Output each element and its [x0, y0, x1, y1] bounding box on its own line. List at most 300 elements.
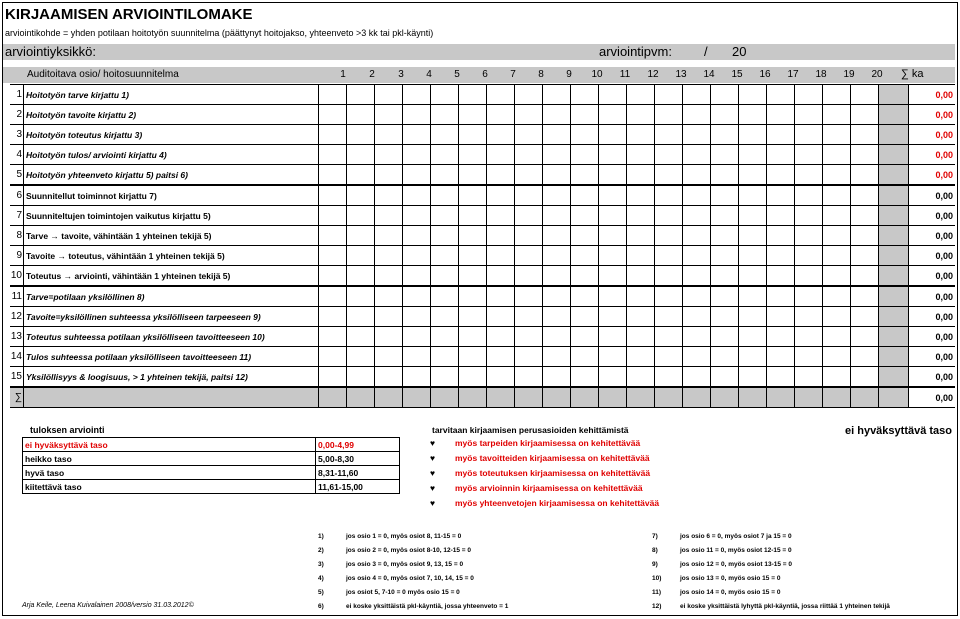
score-cell[interactable] [403, 266, 431, 287]
score-cell[interactable] [431, 105, 459, 125]
score-cell[interactable] [571, 85, 599, 105]
score-cell[interactable] [487, 327, 515, 347]
score-cell[interactable] [571, 185, 599, 206]
score-cell[interactable] [319, 327, 347, 347]
score-cell[interactable] [823, 145, 851, 165]
score-cell[interactable] [655, 286, 683, 307]
score-cell[interactable] [823, 266, 851, 287]
score-cell[interactable] [375, 246, 403, 266]
score-cell[interactable] [795, 165, 823, 186]
score-cell[interactable] [403, 307, 431, 327]
score-cell[interactable] [711, 85, 739, 105]
score-cell[interactable] [599, 347, 627, 367]
score-cell[interactable] [543, 327, 571, 347]
score-cell[interactable] [347, 286, 375, 307]
score-cell[interactable] [767, 206, 795, 226]
score-cell[interactable] [543, 367, 571, 388]
score-cell[interactable] [515, 266, 543, 287]
score-cell[interactable] [655, 367, 683, 388]
score-cell[interactable] [347, 307, 375, 327]
score-cell[interactable] [403, 185, 431, 206]
score-cell[interactable] [739, 327, 767, 347]
score-cell[interactable] [543, 246, 571, 266]
score-cell[interactable] [823, 165, 851, 186]
score-cell[interactable] [655, 327, 683, 347]
score-cell[interactable] [627, 226, 655, 246]
score-cell[interactable] [739, 105, 767, 125]
score-cell[interactable] [851, 367, 879, 388]
score-cell[interactable] [851, 145, 879, 165]
score-cell[interactable] [711, 246, 739, 266]
score-cell[interactable] [655, 206, 683, 226]
score-cell[interactable] [851, 307, 879, 327]
score-cell[interactable] [431, 286, 459, 307]
score-cell[interactable] [711, 367, 739, 388]
score-cell[interactable] [459, 226, 487, 246]
score-cell[interactable] [851, 266, 879, 287]
score-cell[interactable] [543, 266, 571, 287]
score-cell[interactable] [403, 286, 431, 307]
score-cell[interactable] [403, 165, 431, 186]
score-cell[interactable] [459, 206, 487, 226]
score-cell[interactable] [683, 266, 711, 287]
score-cell[interactable] [571, 145, 599, 165]
score-cell[interactable] [711, 145, 739, 165]
score-cell[interactable] [431, 226, 459, 246]
score-cell[interactable] [627, 347, 655, 367]
score-cell[interactable] [599, 327, 627, 347]
score-cell[interactable] [739, 286, 767, 307]
score-cell[interactable] [347, 185, 375, 206]
score-cell[interactable] [347, 125, 375, 145]
score-cell[interactable] [459, 125, 487, 145]
score-cell[interactable] [683, 206, 711, 226]
score-cell[interactable] [543, 347, 571, 367]
score-cell[interactable] [347, 347, 375, 367]
score-cell[interactable] [319, 246, 347, 266]
score-cell[interactable] [767, 145, 795, 165]
score-cell[interactable] [795, 367, 823, 388]
score-cell[interactable] [627, 206, 655, 226]
score-cell[interactable] [683, 85, 711, 105]
score-cell[interactable] [431, 347, 459, 367]
score-cell[interactable] [711, 307, 739, 327]
score-cell[interactable] [459, 165, 487, 186]
score-cell[interactable] [347, 266, 375, 287]
score-cell[interactable] [571, 206, 599, 226]
score-cell[interactable] [319, 165, 347, 186]
score-cell[interactable] [543, 206, 571, 226]
score-cell[interactable] [739, 165, 767, 186]
score-cell[interactable] [543, 185, 571, 206]
score-cell[interactable] [851, 246, 879, 266]
score-cell[interactable] [823, 185, 851, 206]
score-cell[interactable] [795, 85, 823, 105]
score-cell[interactable] [627, 165, 655, 186]
score-cell[interactable] [431, 266, 459, 287]
score-cell[interactable] [711, 105, 739, 125]
score-cell[interactable] [851, 206, 879, 226]
score-cell[interactable] [319, 85, 347, 105]
score-cell[interactable] [711, 185, 739, 206]
score-cell[interactable] [823, 347, 851, 367]
score-cell[interactable] [711, 206, 739, 226]
score-cell[interactable] [823, 286, 851, 307]
score-cell[interactable] [683, 347, 711, 367]
score-cell[interactable] [571, 266, 599, 287]
score-cell[interactable] [459, 327, 487, 347]
score-cell[interactable] [627, 125, 655, 145]
score-cell[interactable] [459, 286, 487, 307]
score-cell[interactable] [795, 266, 823, 287]
score-cell[interactable] [431, 145, 459, 165]
score-cell[interactable] [571, 327, 599, 347]
score-cell[interactable] [655, 266, 683, 287]
score-cell[interactable] [767, 105, 795, 125]
score-cell[interactable] [571, 226, 599, 246]
score-cell[interactable] [487, 206, 515, 226]
score-cell[interactable] [683, 185, 711, 206]
score-cell[interactable] [319, 266, 347, 287]
score-cell[interactable] [319, 307, 347, 327]
score-cell[interactable] [767, 246, 795, 266]
score-cell[interactable] [599, 307, 627, 327]
score-cell[interactable] [431, 206, 459, 226]
score-cell[interactable] [375, 327, 403, 347]
score-cell[interactable] [599, 185, 627, 206]
score-cell[interactable] [739, 367, 767, 388]
score-cell[interactable] [487, 85, 515, 105]
score-cell[interactable] [627, 367, 655, 388]
score-cell[interactable] [655, 85, 683, 105]
score-cell[interactable] [375, 206, 403, 226]
score-cell[interactable] [599, 286, 627, 307]
score-cell[interactable] [347, 226, 375, 246]
score-cell[interactable] [487, 347, 515, 367]
score-cell[interactable] [459, 266, 487, 287]
score-cell[interactable] [459, 367, 487, 388]
score-cell[interactable] [543, 85, 571, 105]
score-cell[interactable] [375, 286, 403, 307]
score-cell[interactable] [459, 145, 487, 165]
score-cell[interactable] [627, 85, 655, 105]
score-cell[interactable] [627, 266, 655, 287]
score-cell[interactable] [655, 307, 683, 327]
score-cell[interactable] [543, 145, 571, 165]
score-cell[interactable] [711, 125, 739, 145]
score-cell[interactable] [347, 246, 375, 266]
score-cell[interactable] [319, 367, 347, 388]
score-cell[interactable] [571, 165, 599, 186]
score-cell[interactable] [683, 226, 711, 246]
score-cell[interactable] [431, 185, 459, 206]
score-cell[interactable] [571, 307, 599, 327]
score-cell[interactable] [375, 266, 403, 287]
score-cell[interactable] [795, 246, 823, 266]
score-cell[interactable] [375, 226, 403, 246]
score-cell[interactable] [627, 327, 655, 347]
score-cell[interactable] [655, 347, 683, 367]
score-cell[interactable] [375, 347, 403, 367]
score-cell[interactable] [683, 327, 711, 347]
score-cell[interactable] [431, 85, 459, 105]
score-cell[interactable] [795, 347, 823, 367]
score-cell[interactable] [655, 125, 683, 145]
score-cell[interactable] [319, 185, 347, 206]
score-cell[interactable] [599, 85, 627, 105]
score-cell[interactable] [739, 307, 767, 327]
score-cell[interactable] [683, 145, 711, 165]
score-cell[interactable] [515, 307, 543, 327]
score-cell[interactable] [739, 185, 767, 206]
score-cell[interactable] [319, 347, 347, 367]
score-cell[interactable] [599, 266, 627, 287]
score-cell[interactable] [515, 226, 543, 246]
score-cell[interactable] [683, 286, 711, 307]
score-cell[interactable] [599, 125, 627, 145]
score-cell[interactable] [487, 226, 515, 246]
score-cell[interactable] [655, 185, 683, 206]
score-cell[interactable] [767, 226, 795, 246]
score-cell[interactable] [739, 85, 767, 105]
score-cell[interactable] [627, 307, 655, 327]
score-cell[interactable] [627, 145, 655, 165]
score-cell[interactable] [739, 206, 767, 226]
score-cell[interactable] [347, 367, 375, 388]
score-cell[interactable] [375, 85, 403, 105]
score-cell[interactable] [543, 286, 571, 307]
score-cell[interactable] [459, 85, 487, 105]
score-cell[interactable] [599, 246, 627, 266]
score-cell[interactable] [711, 266, 739, 287]
score-cell[interactable] [851, 347, 879, 367]
score-cell[interactable] [515, 286, 543, 307]
score-cell[interactable] [431, 327, 459, 347]
score-cell[interactable] [431, 367, 459, 388]
score-cell[interactable] [319, 226, 347, 246]
score-cell[interactable] [487, 246, 515, 266]
score-cell[interactable] [851, 105, 879, 125]
score-cell[interactable] [683, 125, 711, 145]
score-cell[interactable] [515, 85, 543, 105]
score-cell[interactable] [711, 347, 739, 367]
score-cell[interactable] [823, 327, 851, 347]
score-cell[interactable] [627, 246, 655, 266]
score-cell[interactable] [627, 185, 655, 206]
score-cell[interactable] [543, 125, 571, 145]
score-cell[interactable] [347, 165, 375, 186]
score-cell[interactable] [319, 125, 347, 145]
score-cell[interactable] [767, 327, 795, 347]
score-cell[interactable] [795, 145, 823, 165]
score-cell[interactable] [767, 165, 795, 186]
score-cell[interactable] [795, 125, 823, 145]
score-cell[interactable] [739, 266, 767, 287]
score-cell[interactable] [599, 105, 627, 125]
score-cell[interactable] [627, 286, 655, 307]
score-cell[interactable] [823, 85, 851, 105]
score-cell[interactable] [403, 246, 431, 266]
score-cell[interactable] [515, 105, 543, 125]
score-cell[interactable] [795, 327, 823, 347]
score-cell[interactable] [795, 226, 823, 246]
score-cell[interactable] [655, 165, 683, 186]
score-cell[interactable] [515, 327, 543, 347]
score-cell[interactable] [431, 307, 459, 327]
score-cell[interactable] [571, 125, 599, 145]
score-cell[interactable] [739, 125, 767, 145]
score-cell[interactable] [683, 246, 711, 266]
score-cell[interactable] [655, 105, 683, 125]
score-cell[interactable] [375, 367, 403, 388]
score-cell[interactable] [767, 125, 795, 145]
score-cell[interactable] [375, 105, 403, 125]
score-cell[interactable] [683, 367, 711, 388]
score-cell[interactable] [711, 286, 739, 307]
score-cell[interactable] [543, 226, 571, 246]
score-cell[interactable] [627, 105, 655, 125]
score-cell[interactable] [571, 367, 599, 388]
score-cell[interactable] [739, 226, 767, 246]
score-cell[interactable] [487, 307, 515, 327]
score-cell[interactable] [375, 125, 403, 145]
score-cell[interactable] [739, 246, 767, 266]
score-cell[interactable] [823, 367, 851, 388]
score-cell[interactable] [375, 307, 403, 327]
score-cell[interactable] [403, 226, 431, 246]
score-cell[interactable] [823, 246, 851, 266]
score-cell[interactable] [571, 347, 599, 367]
score-cell[interactable] [347, 85, 375, 105]
score-cell[interactable] [711, 327, 739, 347]
score-cell[interactable] [375, 165, 403, 186]
score-cell[interactable] [487, 185, 515, 206]
score-cell[interactable] [347, 206, 375, 226]
score-cell[interactable] [515, 367, 543, 388]
score-cell[interactable] [739, 145, 767, 165]
score-cell[interactable] [795, 286, 823, 307]
score-cell[interactable] [767, 85, 795, 105]
score-cell[interactable] [487, 367, 515, 388]
score-cell[interactable] [767, 266, 795, 287]
score-cell[interactable] [487, 165, 515, 186]
score-cell[interactable] [655, 246, 683, 266]
score-cell[interactable] [795, 185, 823, 206]
score-cell[interactable] [795, 105, 823, 125]
score-cell[interactable] [515, 246, 543, 266]
score-cell[interactable] [851, 85, 879, 105]
score-cell[interactable] [543, 307, 571, 327]
score-cell[interactable] [571, 105, 599, 125]
score-cell[interactable] [599, 367, 627, 388]
score-cell[interactable] [403, 85, 431, 105]
score-cell[interactable] [683, 165, 711, 186]
score-cell[interactable] [823, 226, 851, 246]
score-cell[interactable] [459, 307, 487, 327]
score-cell[interactable] [571, 246, 599, 266]
score-cell[interactable] [431, 125, 459, 145]
score-cell[interactable] [599, 226, 627, 246]
score-cell[interactable] [515, 347, 543, 367]
score-cell[interactable] [515, 125, 543, 145]
score-cell[interactable] [403, 125, 431, 145]
score-cell[interactable] [487, 286, 515, 307]
score-cell[interactable] [515, 165, 543, 186]
score-cell[interactable] [767, 286, 795, 307]
score-cell[interactable] [851, 185, 879, 206]
score-cell[interactable] [431, 165, 459, 186]
score-cell[interactable] [795, 206, 823, 226]
score-cell[interactable] [487, 266, 515, 287]
score-cell[interactable] [375, 185, 403, 206]
score-cell[interactable] [347, 105, 375, 125]
score-cell[interactable] [851, 327, 879, 347]
score-cell[interactable] [543, 105, 571, 125]
score-cell[interactable] [571, 286, 599, 307]
score-cell[interactable] [403, 145, 431, 165]
score-cell[interactable] [823, 125, 851, 145]
score-cell[interactable] [403, 105, 431, 125]
score-cell[interactable] [487, 145, 515, 165]
score-cell[interactable] [487, 125, 515, 145]
score-cell[interactable] [767, 367, 795, 388]
score-cell[interactable] [851, 226, 879, 246]
score-cell[interactable] [655, 145, 683, 165]
score-cell[interactable] [459, 185, 487, 206]
score-cell[interactable] [459, 246, 487, 266]
score-cell[interactable] [683, 105, 711, 125]
score-cell[interactable] [319, 286, 347, 307]
score-cell[interactable] [319, 145, 347, 165]
score-cell[interactable] [431, 246, 459, 266]
score-cell[interactable] [319, 206, 347, 226]
score-cell[interactable] [319, 105, 347, 125]
score-cell[interactable] [403, 347, 431, 367]
score-cell[interactable] [711, 226, 739, 246]
score-cell[interactable] [655, 226, 683, 246]
score-cell[interactable] [823, 206, 851, 226]
score-cell[interactable] [767, 185, 795, 206]
score-cell[interactable] [795, 307, 823, 327]
score-cell[interactable] [403, 327, 431, 347]
score-cell[interactable] [767, 347, 795, 367]
score-cell[interactable] [515, 206, 543, 226]
score-cell[interactable] [599, 206, 627, 226]
score-cell[interactable] [599, 145, 627, 165]
score-cell[interactable] [767, 307, 795, 327]
score-cell[interactable] [515, 145, 543, 165]
score-cell[interactable] [739, 347, 767, 367]
score-cell[interactable] [347, 327, 375, 347]
score-cell[interactable] [459, 347, 487, 367]
score-cell[interactable] [459, 105, 487, 125]
score-cell[interactable] [851, 286, 879, 307]
score-cell[interactable] [711, 165, 739, 186]
score-cell[interactable] [823, 307, 851, 327]
score-cell[interactable] [403, 367, 431, 388]
score-cell[interactable] [683, 307, 711, 327]
score-cell[interactable] [851, 165, 879, 186]
score-cell[interactable] [515, 185, 543, 206]
score-cell[interactable] [375, 145, 403, 165]
score-cell[interactable] [823, 105, 851, 125]
score-cell[interactable] [543, 165, 571, 186]
score-cell[interactable] [403, 206, 431, 226]
score-cell[interactable] [599, 165, 627, 186]
score-cell[interactable] [851, 125, 879, 145]
score-cell[interactable] [487, 105, 515, 125]
score-cell[interactable] [347, 145, 375, 165]
